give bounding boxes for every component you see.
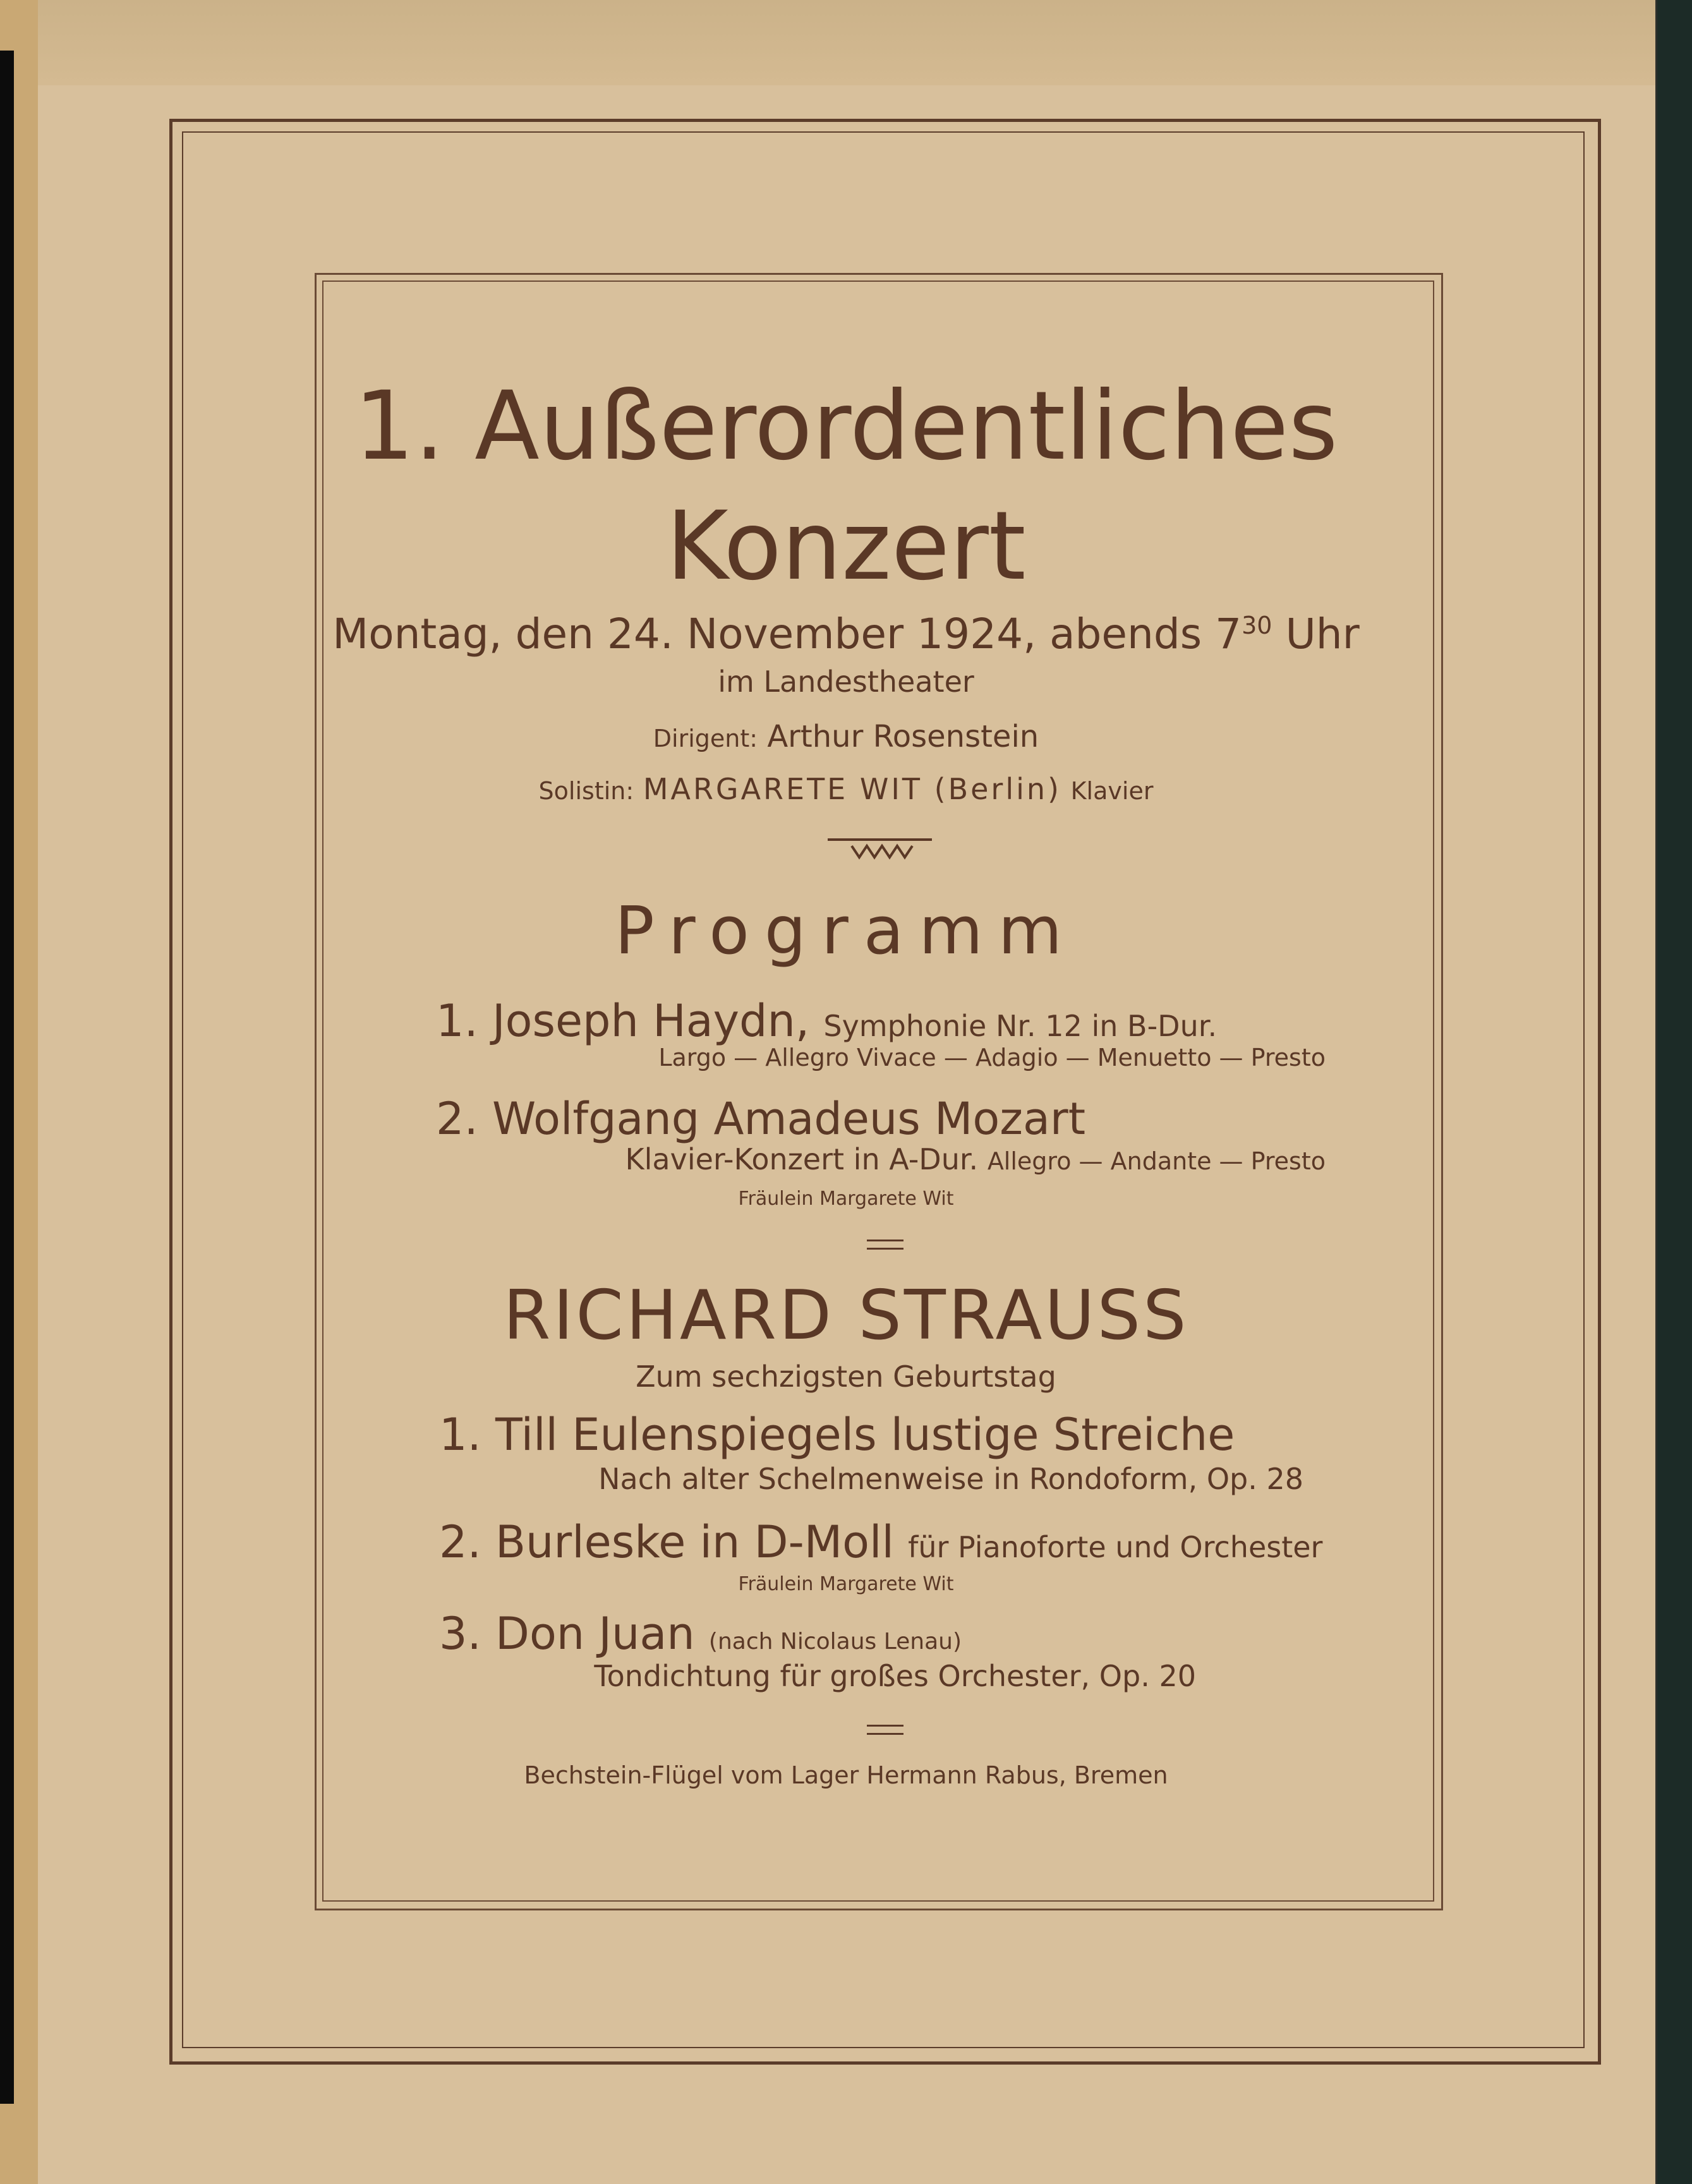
soloist-line [0, 772, 1692, 806]
concert-title-line1: 1. Außerordentliches [354, 371, 1338, 481]
conductor-line [0, 719, 1692, 754]
strauss-heading: RICHARD STRAUSS [503, 1276, 1189, 1355]
date-suffix: Uhr [1272, 610, 1360, 658]
divider [867, 1725, 903, 1735]
soloist-instrument: Klavier [1070, 777, 1154, 805]
item-2-composer: 2. Wolfgang Amadeus Mozart [436, 1093, 1086, 1145]
program-item-1 [436, 995, 1217, 1047]
strauss-subheading: Zum sechzigsten Geburtstag [636, 1360, 1056, 1394]
time-minutes: 30 [1242, 612, 1272, 639]
conductor-label: Dirigent: [653, 725, 758, 752]
strauss-item-2-performer: Fräulein Margarete Wit [738, 1573, 954, 1595]
item-2-movements: Allegro — Andante — Presto [987, 1147, 1326, 1175]
conductor-name: Arthur Rosenstein [767, 719, 1039, 754]
strauss-item-2-detail: für Pianoforte und Orchester [908, 1530, 1323, 1564]
strauss-item-1-title: 1. Till Eulenspiegels lustige Streiche [439, 1409, 1235, 1461]
concert-title-line2: Konzert [666, 492, 1026, 601]
date-text: Montag, den 24. November 1924, abends 7 [332, 610, 1242, 658]
item-1-composer: 1. Joseph Haydn, [436, 995, 810, 1047]
ornament-icon [828, 837, 932, 862]
venue: im Landestheater [718, 665, 974, 699]
soloist-name: MARGARETE WIT (Berlin) [643, 772, 1062, 806]
soloist-label: Solistin: [538, 777, 634, 805]
concert-date [0, 610, 1692, 658]
left-binding-shadow [0, 51, 14, 2104]
background-board [1657, 0, 1692, 2184]
strauss-item-3 [439, 1608, 962, 1660]
divider [867, 1240, 903, 1250]
footer-note: Bechstein-Flügel vom Lager Hermann Rabus, Bremen [524, 1761, 1168, 1789]
strauss-item-2 [439, 1516, 1322, 1568]
item-2-performer: Fräulein Margarete Wit [738, 1188, 954, 1210]
item-2-work-line [625, 1142, 1326, 1176]
folded-top-strip [38, 0, 1655, 85]
item-2-work: Klavier-Konzert in A-Dur. [625, 1142, 979, 1176]
strauss-item-2-title: 2. Burleske in D-Moll [439, 1516, 894, 1568]
item-1-movements: Largo — Allegro Vivace — Adagio — Menuetto — Presto [658, 1044, 1326, 1071]
strauss-item-3-detail: Tondichtung für großes Orchester, Op. 20 [594, 1659, 1196, 1693]
program-heading: Programm [614, 892, 1078, 969]
item-1-work: Symphonie Nr. 12 in B-Dur. [823, 1009, 1218, 1043]
strauss-item-3-title: 3. Don Juan [439, 1608, 695, 1660]
strauss-item-3-note: (nach Nicolaus Lenau) [708, 1629, 962, 1655]
strauss-item-1-detail: Nach alter Schelmenweise in Rondoform, Op. 28 [598, 1462, 1303, 1496]
